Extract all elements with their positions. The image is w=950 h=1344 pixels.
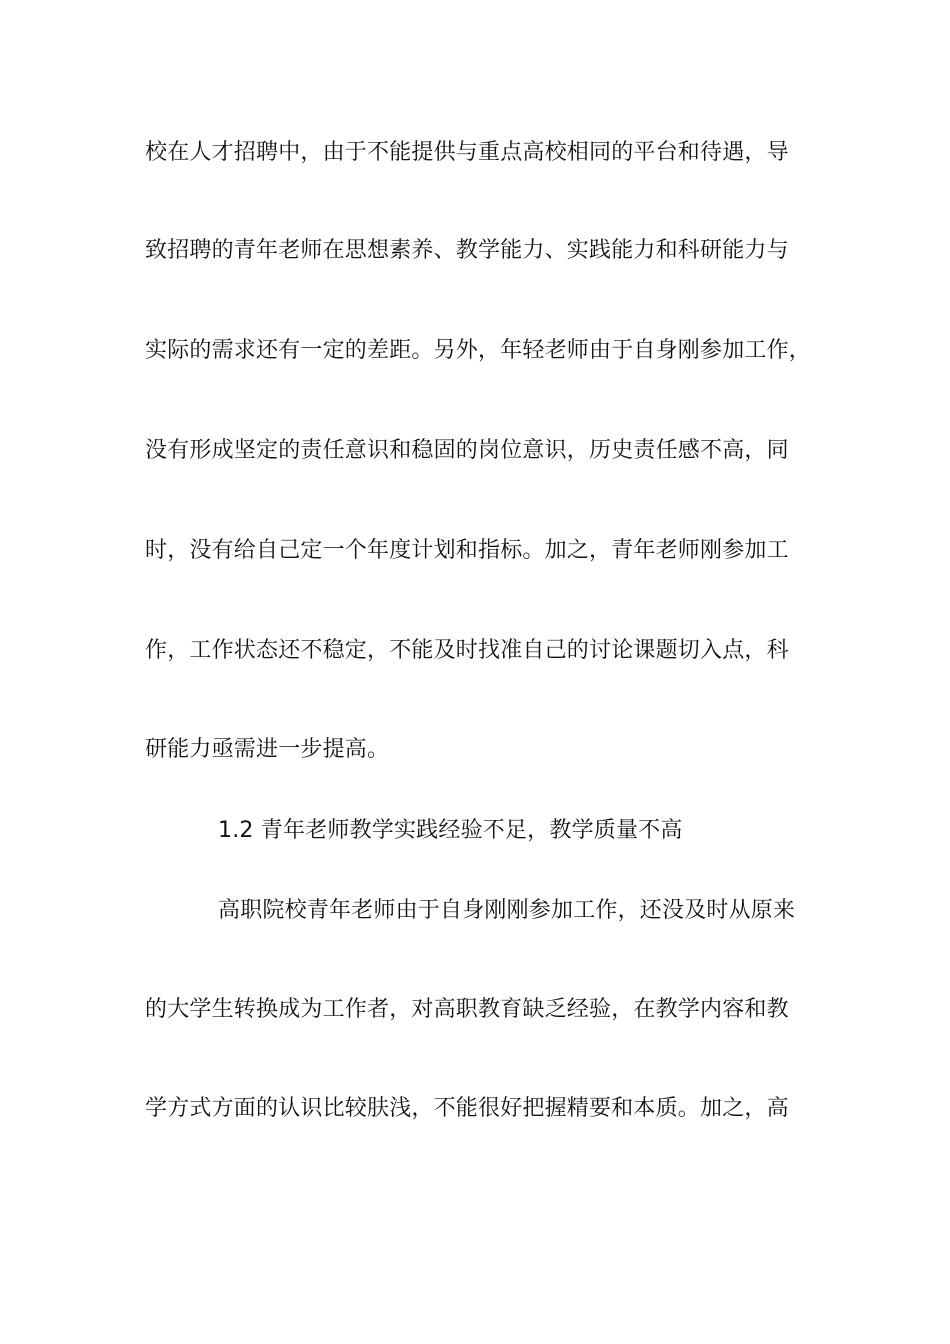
paragraph-line: 校在人才招聘中，由于不能提供与重点高校相同的平台和待遇，导 [145,140,789,165]
paragraph-line: 高职院校青年老师由于自身刚刚参加工作，还没及时从原来 [218,898,796,923]
paragraph-line: 研能力亟需进一步提高。 [145,737,390,762]
paragraph-line: 没有形成坚定的责任意识和稳固的岗位意识，历史责任感不高，同 [145,438,789,463]
paragraph-line: 学方式方面的认识比较肤浅，不能很好把握精要和本质。加之，高 [145,1096,789,1121]
paragraph-line: 作，工作状态还不稳定，不能及时找准自己的讨论课题切入点，科 [145,638,789,663]
paragraph-line: 的大学生转换成为工作者，对高职教育缺乏经验，在教学内容和教 [145,997,789,1022]
paragraph-line: 实际的需求还有一定的差距。另外，年轻老师由于自身刚参加工作， [145,338,812,363]
section-heading: 1.2 青年老师教学实践经验不足，教学质量不高 [218,818,683,843]
paragraph-line: 致招聘的青年老师在思想素养、教学能力、实践能力和科研能力与 [145,238,789,263]
paragraph-line: 时，没有给自己定一个年度计划和指标。加之，青年老师刚参加工 [145,538,789,563]
